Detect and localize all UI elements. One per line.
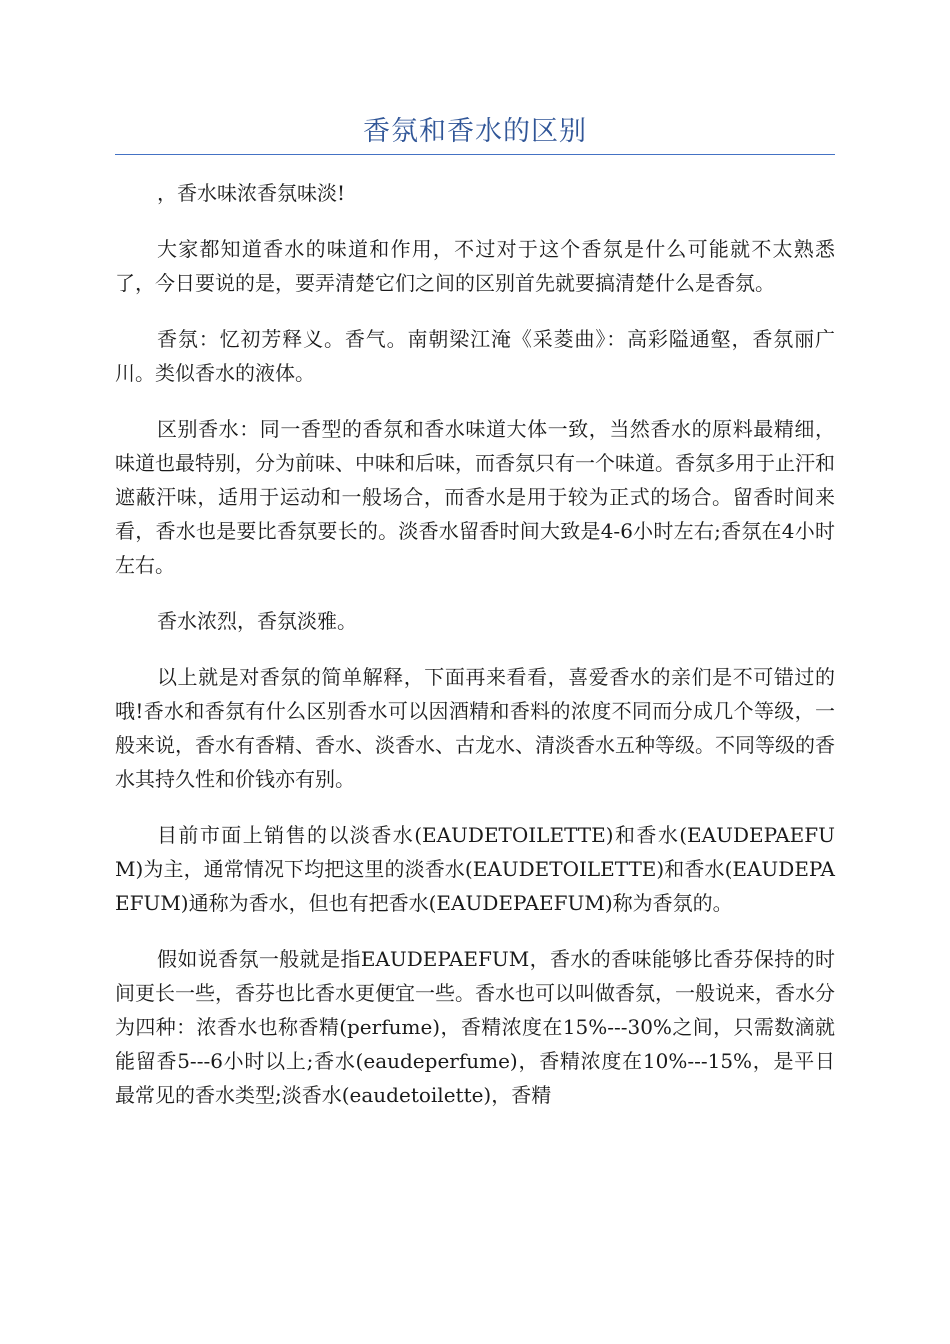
paragraph-4: 区别香水：同一香型的香氛和香水味道大体一致，当然香水的原料最精细，味道也最特别，分为前味、中味和后味，而香氛只有一个味道。香氛多用于止汗和遮蔽汗味，适用于运动和一般场合，而香水是用于较为正式的场合。留香时间来看，香水也是要比香氛要长的。淡香水留香时间大致是4-6小时左右;香氛在4小时左右。 xyxy=(115,417,835,577)
paragraph-7: 目前市面上销售的以淡香水(EAUDETOILETTE)和香水(EAUDEPAEFUM)为主，通常情况下均把这里的淡香水(EAUDETOILETTE)和香水(EAUDEPAEFUM)通称为香水，但也有把香水(EAUDEPAEFUM)称为香氛的。 xyxy=(115,823,835,915)
paragraph-3: 香氛：忆初芳释义。香气。南朝梁江淹《采菱曲》：高彩隘通壑，香氛丽广川。类似香水的液体。 xyxy=(115,327,835,385)
document-body xyxy=(115,176,835,1134)
paragraph-2: 大家都知道香水的味道和作用，不过对于这个香氛是什么可能就不太熟悉了，今日要说的是，要弄清楚它们之间的区别首先就要搞清楚什么是香氛。 xyxy=(115,237,835,295)
paragraph-1: ，香水味浓香氛味淡! xyxy=(157,181,346,205)
paragraph-8: 假如说香氛一般就是指EAUDEPAEFUM，香水的香味能够比香芬保持的时间更长一些，香芬也比香水更便宜一些。香水也可以叫做香氛，一般说来，香水分为四种：浓香水也称香精(perfume)，香精浓度在15%---30%之间，只需数滴就能留香5---6小时以上;香水(eaudeperfume)，香精浓度在10%---15%，是平日最常见的香水类型;淡香水(eaudetoilette)，香精 xyxy=(115,947,835,1107)
document-title: 香氛和香水的区别 xyxy=(363,116,587,147)
paragraph-6: 以上就是对香氛的简单解释，下面再来看看，喜爱香水的亲们是不可错过的哦!香水和香氛有什么区别香水可以因酒精和香料的浓度不同而分成几个等级，一般来说，香水有香精、香水、淡香水、古龙水、清淡香水五种等级。不同等级的香水其持久性和价钱亦有别。 xyxy=(115,665,835,791)
title-underline xyxy=(115,154,835,155)
paragraph-5: 香水浓烈，香氛淡雅。 xyxy=(157,609,357,633)
